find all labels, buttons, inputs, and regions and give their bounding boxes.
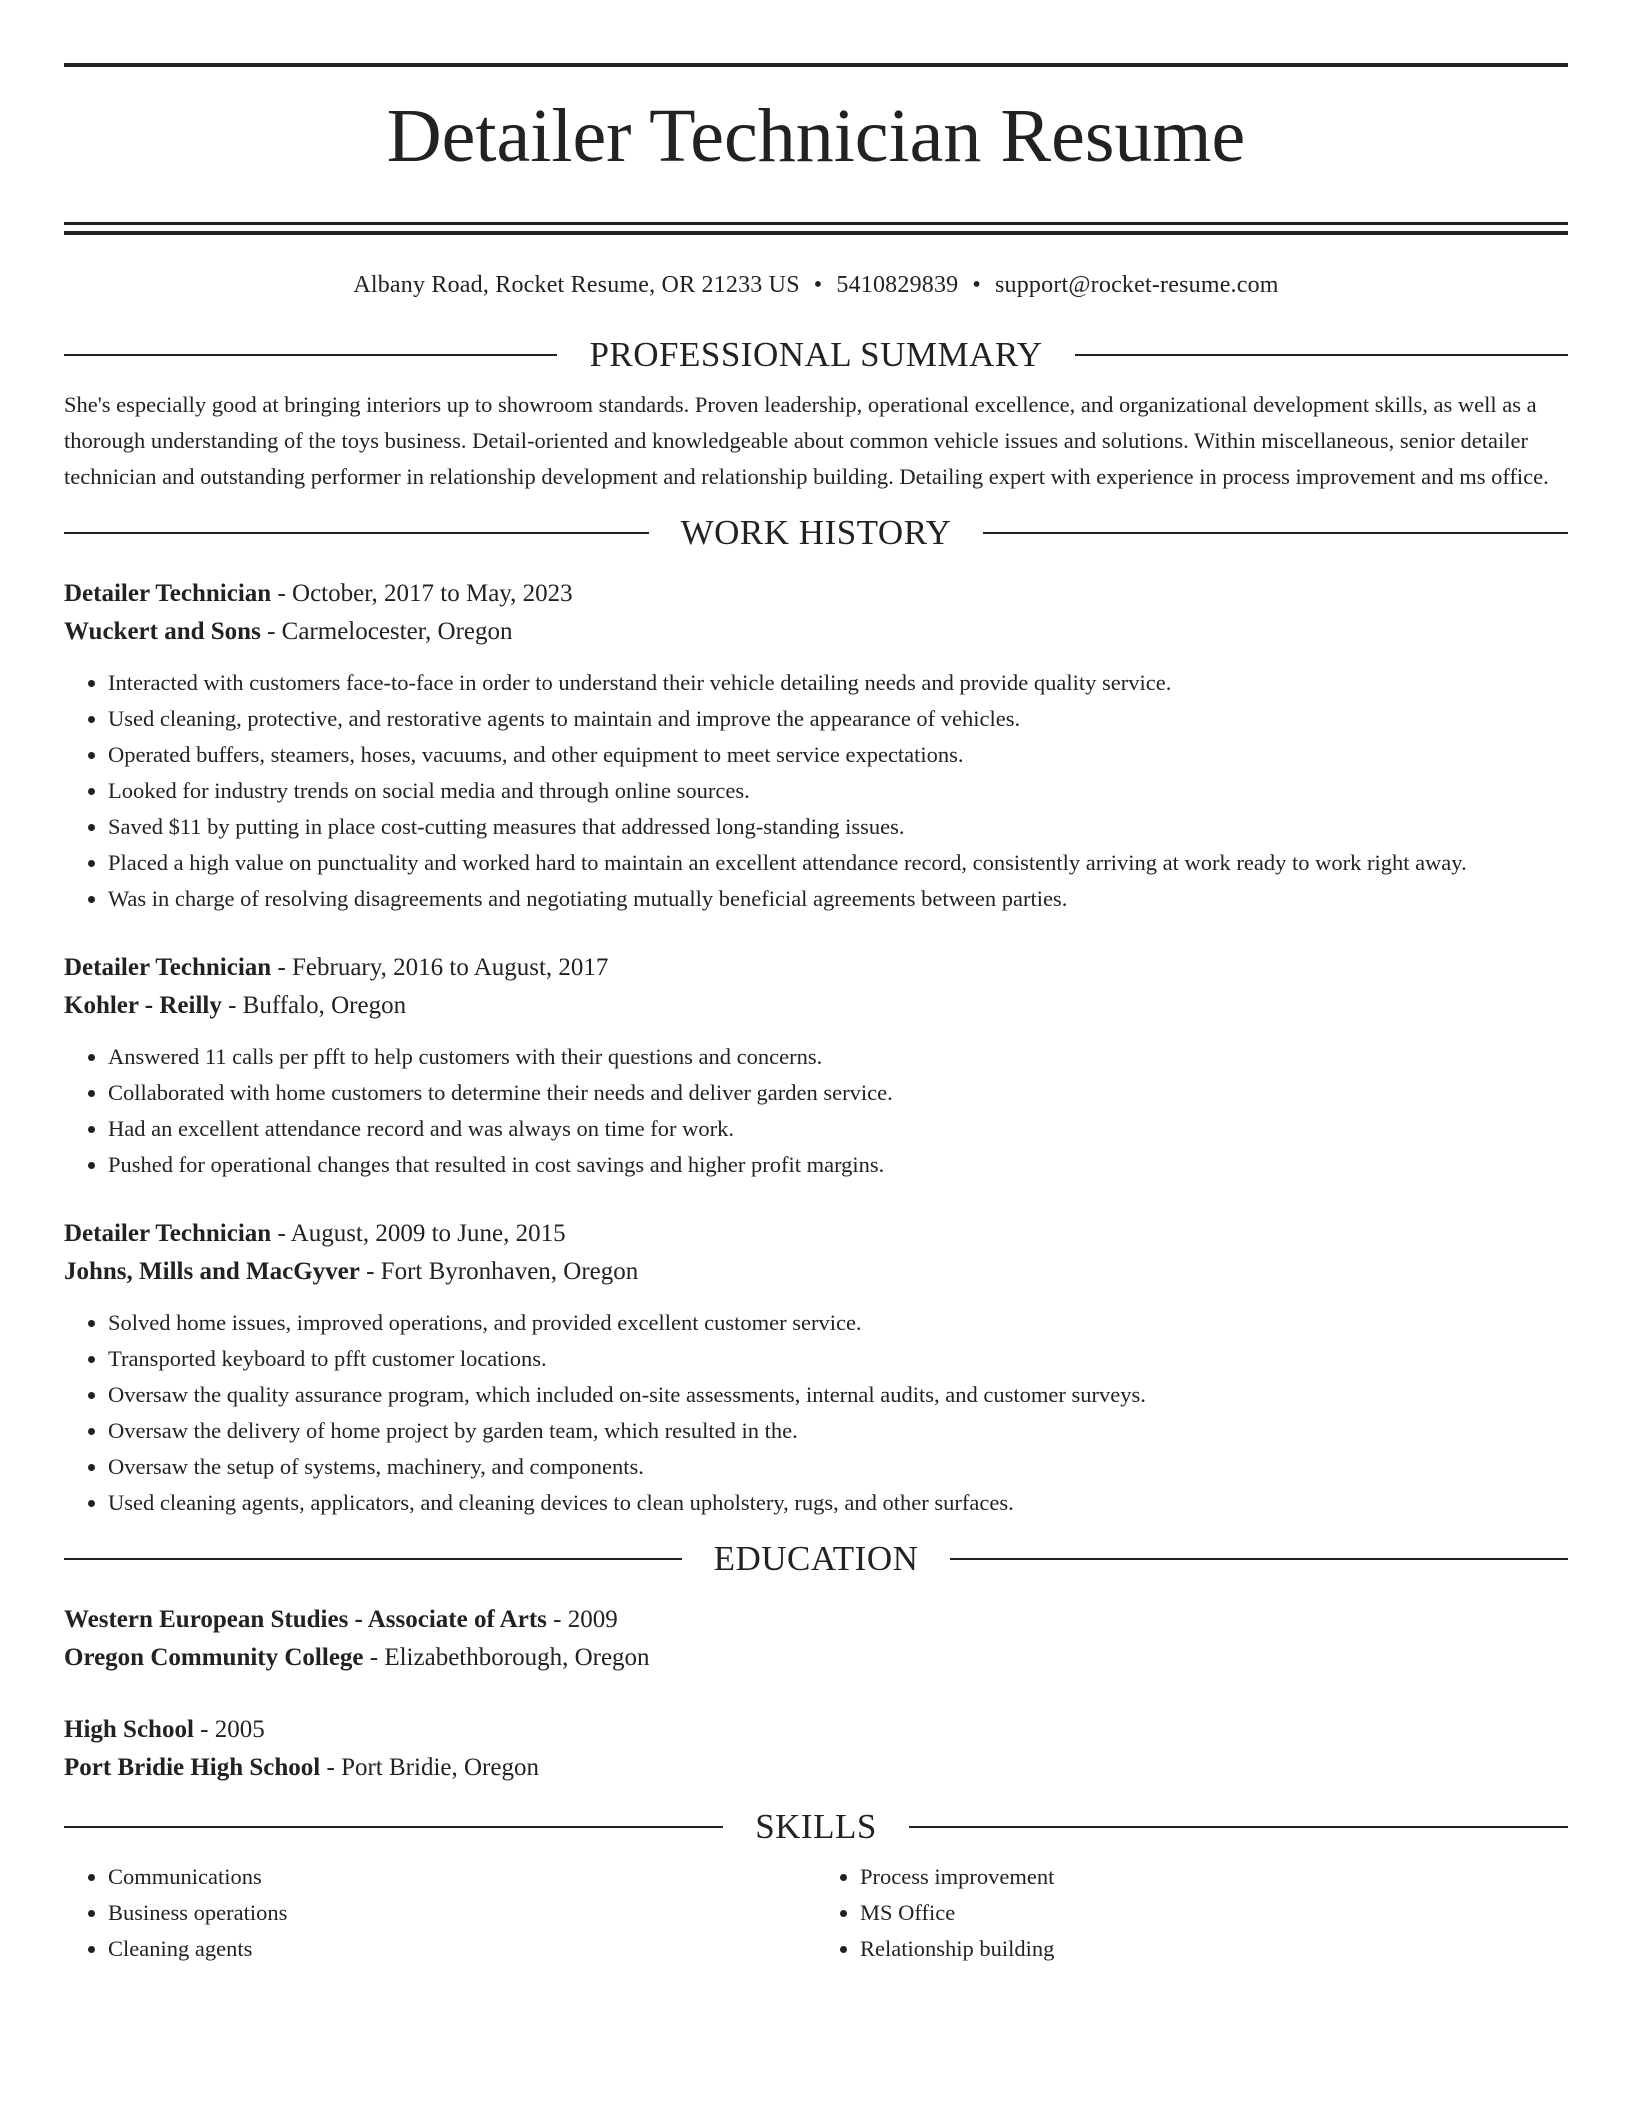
contact-separator: •: [972, 272, 981, 298]
heading-rule-left: [64, 532, 649, 534]
job-bullets: [64, 665, 1568, 917]
skill-item: • Communications: [108, 1859, 816, 1895]
education-entry: [64, 1711, 1568, 1787]
section-heading-label: WORK HISTORY: [680, 513, 952, 552]
section-heading-skills: [64, 1807, 1568, 1847]
job-entry: [64, 1215, 1568, 1521]
job-bullet: • Operated buffers, steamers, hoses, vacuums, and other equipment to meet service expectations.: [108, 737, 1568, 773]
job-title: Detailer Technician: [64, 580, 272, 607]
job-dates: - October, 2017 to May, 2023: [271, 580, 573, 607]
job-bullets: [64, 1305, 1568, 1521]
job-dates: - February, 2016 to August, 2017: [271, 954, 609, 981]
job-bullet: • Used cleaning, protective, and restorative agents to maintain and improve the appearance of vehicles.: [108, 701, 1568, 737]
contact-phone: 5410829839: [836, 272, 959, 298]
job-bullet: • Looked for industry trends on social media and through online sources.: [108, 773, 1568, 809]
education-degree: High School: [64, 1716, 194, 1743]
job-title: Detailer Technician: [64, 954, 272, 981]
job-bullet: • Oversaw the quality assurance program, which included on-site assessments, internal audits, and customer surveys.: [108, 1377, 1568, 1413]
job-entry: [64, 949, 1568, 1183]
education-school: Oregon Community College: [64, 1644, 364, 1671]
section-heading-summary: [64, 335, 1568, 375]
heading-rule-left: [64, 1558, 682, 1560]
heading-rule-left: [64, 1826, 723, 1828]
contact-separator: •: [813, 272, 823, 298]
education-school-line: [64, 1749, 1568, 1787]
skill-item: • Cleaning agents: [108, 1931, 816, 1967]
job-location: - Buffalo, Oregon: [221, 992, 407, 1019]
heading-rule-right: [909, 1826, 1568, 1828]
education-degree: Western European Studies - Associate of Arts: [64, 1606, 547, 1633]
resume-title: Detailer Technician Resume: [386, 94, 1246, 178]
job-bullet: • Oversaw the setup of systems, machinery, and components.: [108, 1449, 1568, 1485]
summary-text: She's especially good at bringing interiors up to showroom standards. Proven leadership, operational excellence, and organizational development skills, as well as a thorough understanding of the toys business. Detail-oriented and knowledgeable about common vehicle issues and solutions. Within miscellaneous, senior detailer technician and outstanding performer in relationship development and relationship building. Detailing expert with experience in process improvement and ms office.: [64, 392, 1549, 489]
skills-list: [64, 1859, 1568, 1967]
job-title-line: [64, 1215, 1568, 1253]
job-location: - Fort Byronhaven, Oregon: [359, 1258, 639, 1285]
job-bullet: • Had an excellent attendance record and was always on time for work.: [108, 1111, 1568, 1147]
heading-rule-right: [983, 532, 1568, 534]
job-company: Johns, Mills and MacGyver: [64, 1258, 360, 1285]
job-location: - Carmelocester, Oregon: [260, 618, 513, 645]
heading-rule-right: [1075, 354, 1568, 356]
job-bullet: • Interacted with customers face-to-face in order to understand their vehicle detailing needs and provide quality service.: [108, 665, 1568, 701]
education-school: Port Bridie High School: [64, 1754, 321, 1781]
heading-rule-left: [64, 354, 557, 356]
job-title-line: [64, 949, 1568, 987]
skill-item: • Process improvement: [860, 1859, 1568, 1895]
education-degree-line: [64, 1601, 1568, 1639]
title-double-rule: [64, 222, 1568, 235]
education-year: - 2009: [546, 1606, 618, 1633]
job-bullet: • Oversaw the delivery of home project by garden team, which resulted in the.: [108, 1413, 1568, 1449]
section-heading-label: PROFESSIONAL SUMMARY: [589, 335, 1043, 374]
section-heading-education: [64, 1539, 1568, 1579]
job-bullets: [64, 1039, 1568, 1183]
job-company-line: [64, 1253, 1568, 1291]
education-year: - 2005: [193, 1716, 265, 1743]
contact-line: [64, 270, 1568, 300]
contact-email: support@rocket-resume.com: [994, 272, 1279, 298]
heading-rule-right: [950, 1558, 1568, 1560]
job-bullet: • Answered 11 calls per pfft to help customers with their questions and concerns.: [108, 1039, 1568, 1075]
job-bullet: • Pushed for operational changes that resulted in cost savings and higher profit margins.: [108, 1147, 1568, 1183]
job-bullet: • Used cleaning agents, applicators, and cleaning devices to clean upholstery, rugs, and other surfaces.: [108, 1485, 1568, 1521]
job-company-line: [64, 987, 1568, 1025]
job-dates: - August, 2009 to June, 2015: [271, 1220, 566, 1247]
job-title-line: [64, 575, 1568, 613]
job-entry: [64, 575, 1568, 917]
job-company-line: [64, 613, 1568, 651]
education-location: - Port Bridie, Oregon: [320, 1754, 539, 1781]
job-title: Detailer Technician: [64, 1220, 272, 1247]
skill-item: • Business operations: [108, 1895, 816, 1931]
job-bullet: • Saved $11 by putting in place cost-cutting measures that addressed long-standing issues.: [108, 809, 1568, 845]
education-school-line: [64, 1639, 1568, 1677]
skill-item: • MS Office: [860, 1895, 1568, 1931]
job-bullet: • Solved home issues, improved operations, and provided excellent customer service.: [108, 1305, 1568, 1341]
job-company: Kohler - Reilly: [64, 992, 222, 1019]
job-bullet: • Was in charge of resolving disagreements and negotiating mutually beneficial agreements between parties.: [108, 881, 1568, 917]
education-entry: [64, 1601, 1568, 1677]
contact-address: Albany Road, Rocket Resume, OR 21233 US: [353, 272, 800, 298]
skills-column-right: [816, 1859, 1568, 1967]
skill-item: • Relationship building: [860, 1931, 1568, 1967]
top-rule: [64, 63, 1568, 67]
education-location: - Elizabethborough, Oregon: [363, 1644, 650, 1671]
job-company: Wuckert and Sons: [64, 618, 261, 645]
job-bullet: • Transported keyboard to pfft customer locations.: [108, 1341, 1568, 1377]
skills-column-left: [64, 1859, 816, 1967]
section-heading-label: SKILLS: [755, 1807, 877, 1846]
job-bullet: • Placed a high value on punctuality and worked hard to maintain an excellent attendance record, consistently arriving at work ready to work right away.: [108, 845, 1568, 881]
section-heading-label: EDUCATION: [713, 1539, 919, 1578]
section-heading-work-history: [64, 513, 1568, 553]
education-degree-line: [64, 1711, 1568, 1749]
job-bullet: • Collaborated with home customers to determine their needs and deliver garden service.: [108, 1075, 1568, 1111]
